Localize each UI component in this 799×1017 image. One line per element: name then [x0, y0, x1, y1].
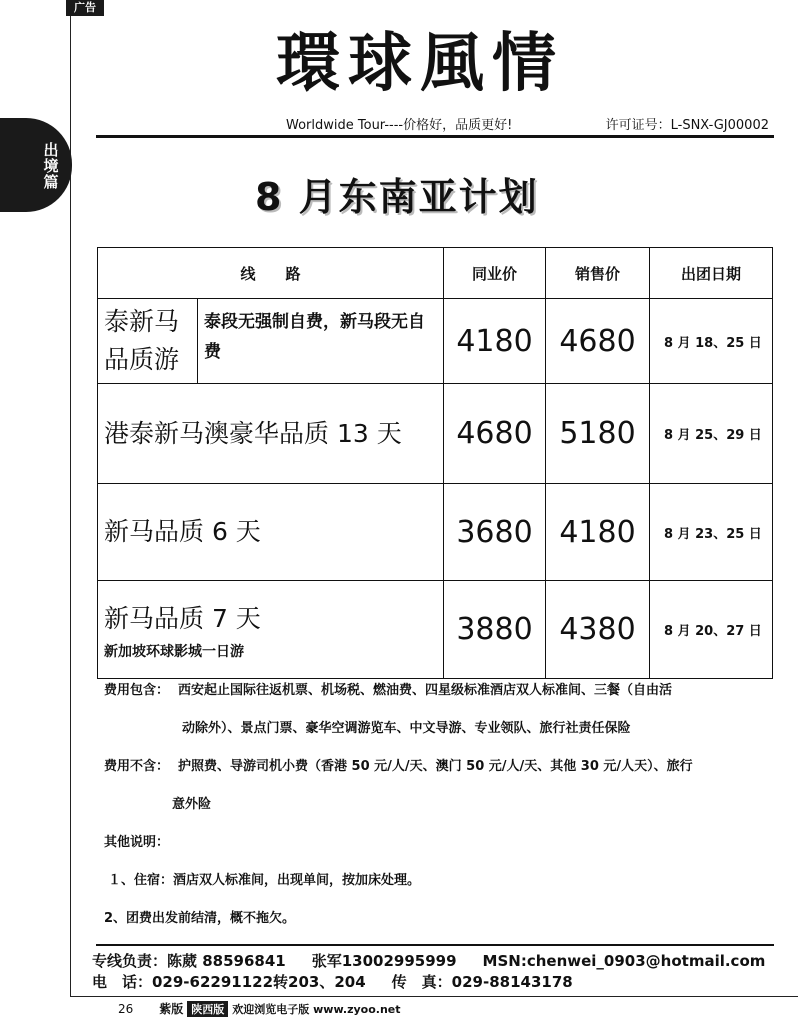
route-cell: [98, 581, 444, 679]
route-name: 新马品质 6 天: [98, 484, 444, 581]
fee-included-label: 费用包含：: [104, 683, 170, 698]
fee-notes: [104, 681, 754, 947]
contact-msn: MSN:chenwei_0903@hotmail.com: [482, 952, 766, 970]
contact-fax: 传 真：029-88143178: [391, 973, 573, 991]
ad-tag: 广告: [66, 0, 104, 16]
sale-price: 4680: [546, 299, 650, 384]
table-row: [98, 484, 773, 581]
contact-line: [92, 950, 765, 971]
header-divider: [96, 135, 774, 138]
contact-line: [92, 971, 573, 992]
fee-included-cont: 动除外）、景点门票、豪华空调游览车、中文导游、专业领队、旅行社责任保险: [182, 721, 631, 736]
other-notes-label: 其他说明：: [104, 835, 170, 850]
website-text: 欢迎浏览电子版 www.zyoo.net: [232, 1003, 401, 1016]
other-note-item: 2、团费出发前结清，概不拖欠。: [104, 911, 296, 926]
fee-excluded-text: 护照费、导游司机小费（香港 50 元/人/天、澳门 50 元/人/天、其他 30 元/人天）、旅行: [178, 759, 693, 774]
sale-price: 4380: [546, 581, 650, 679]
route-note: 泰段无强制自费，新马段无自费: [204, 312, 425, 362]
table-row: [98, 384, 773, 484]
peer-price: 3880: [444, 581, 546, 679]
fee-excluded: [104, 757, 754, 795]
sale-price: 5180: [546, 384, 650, 484]
table-row: [98, 299, 773, 384]
header-departure-date: 出团日期: [650, 248, 773, 299]
departure-dates: 8 月 18、25 日: [650, 299, 773, 384]
page-footer: [118, 1000, 401, 1017]
other-note-item: １、住宿：酒店双人标准间，出现单间，按加床处理。: [108, 873, 421, 888]
contact-manager: 专线负责：陈葳 88596841: [92, 952, 286, 970]
departure-dates: 8 月 20、27 日: [650, 581, 773, 679]
peer-price: 3680: [444, 484, 546, 581]
departure-dates: 8 月 25、29 日: [650, 384, 773, 484]
route-name: 港泰新马澳豪华品质 13 天: [98, 384, 444, 484]
page-number: 26: [118, 1002, 134, 1016]
contact-second: 张军13002995999: [311, 952, 457, 970]
section-side-tab: [0, 118, 72, 212]
fee-included: [104, 681, 754, 719]
peer-price: 4680: [444, 384, 546, 484]
brand-tagline: Worldwide Tour----价格好，品质更好!: [286, 118, 513, 133]
section-side-tab-label: 出境篇: [43, 141, 59, 191]
fee-excluded-label: 费用不含：: [104, 759, 170, 774]
route-note: 新加坡环球影城一日游: [104, 643, 244, 660]
table-row: [98, 581, 773, 679]
edition-logo: 陕西版: [187, 1001, 228, 1017]
header-sale-price: 销售价: [546, 248, 650, 299]
license-number: 许可证号：L-SNX-GJ00002: [605, 118, 769, 133]
tour-price-table: [97, 247, 773, 679]
header-peer-price: 同业价: [444, 248, 546, 299]
departure-dates: 8 月 23、25 日: [650, 484, 773, 581]
contact-phone: 电 话：029-62291122转203、204: [92, 973, 366, 991]
table-header-row: [98, 248, 773, 299]
brand-logo-title: 環球風情: [276, 26, 564, 101]
sale-price: 4180: [546, 484, 650, 581]
header-route: 线 路: [98, 248, 444, 299]
fee-excluded-cont: 意外险: [172, 797, 212, 812]
route-name: 新马品质 7 天: [104, 603, 261, 633]
page-title: 8 月东南亚计划: [255, 175, 539, 219]
route-cell: [98, 299, 444, 384]
peer-price: 4180: [444, 299, 546, 384]
fee-included-text: 西安起止国际往返机票、机场税、燃油费、四星级标准酒店双人标准间、三餐（自由活: [178, 683, 673, 698]
edition-label: 紫版: [159, 1002, 184, 1016]
footer-divider: [96, 944, 774, 946]
route-name: 泰新马品质游: [98, 299, 198, 383]
